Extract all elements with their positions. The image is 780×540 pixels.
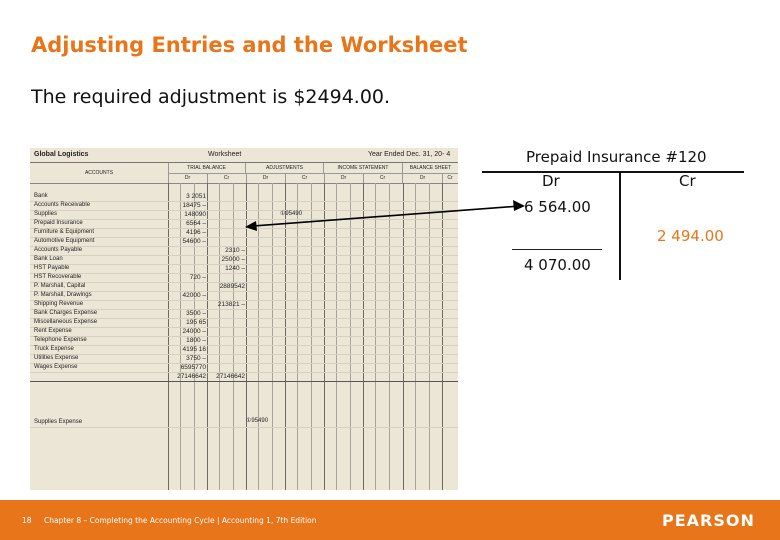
tb-dr-value: 1800 – <box>186 337 206 344</box>
account-name: P. Marshall, Capital <box>34 283 86 289</box>
account-name: Furniture & Equipment <box>34 229 95 235</box>
tb-dr-header: Dr <box>168 173 208 184</box>
account-name: Supplies Expense <box>34 419 83 425</box>
t-account-cr-entry: 2 494.00 <box>657 227 724 245</box>
tb-dr-value: 3 2051 <box>186 193 206 200</box>
bs-cr-header: Cr <box>442 173 458 184</box>
tb-cr-value: 2310 – <box>225 247 245 254</box>
account-name: P. Marshall, Drawings <box>34 292 92 298</box>
tb-dr-total: 27146642 <box>177 373 206 380</box>
t-account-balance: 4 070.00 <box>524 256 591 274</box>
adj-dr-header: Dr <box>246 173 286 184</box>
tb-cr-value: 213821 – <box>217 301 245 308</box>
adj-cr-header: Cr <box>285 173 325 184</box>
worksheet-company: Global Logistics <box>34 151 89 158</box>
adjustment-debit-entry: ①95490 <box>246 418 269 424</box>
account-name: Utilities Expense <box>34 355 79 361</box>
tb-dr-value: 3750 – <box>186 355 206 362</box>
account-name: Prepaid Insurance <box>34 220 83 226</box>
group-adjustments: ADJUSTMENTS <box>246 163 324 174</box>
account-name: HST Payable <box>34 265 70 271</box>
tb-dr-value: 6564 – <box>186 220 206 227</box>
account-name: Bank Charges Expense <box>34 310 98 316</box>
page-number: 18 <box>22 516 32 525</box>
arrow-line <box>253 206 520 226</box>
tb-dr-value: 6595770 <box>180 364 206 371</box>
group-balance-sheet: BALANCE SHEET <box>403 163 458 174</box>
slide-body-text: The required adjustment is $2494.00. <box>31 86 391 108</box>
is-dr-header: Dr <box>324 173 364 184</box>
account-name: Accounts Payable <box>34 247 83 253</box>
tb-cr-total: 27146642 <box>216 373 245 380</box>
tb-dr-value: 24000 – <box>182 328 206 335</box>
tb-cr-value: 1240 – <box>225 265 245 272</box>
tb-dr-value: 720 – <box>189 274 206 281</box>
tb-dr-value: 4196 – <box>186 229 206 236</box>
bs-dr-header: Dr <box>403 173 443 184</box>
tb-dr-value: 4195 16 <box>182 346 206 353</box>
pearson-logo: PEARSON <box>662 511 755 530</box>
accounts-column-header: ACCOUNTS <box>30 163 169 184</box>
t-account-dr-label: Dr <box>542 172 560 190</box>
tb-dr-value: 3500 – <box>186 310 206 317</box>
t-account-cr-label: Cr <box>679 172 696 190</box>
tb-cr-value: 25000 – <box>221 256 245 263</box>
account-name: Telephone Expense <box>34 337 87 343</box>
account-name: Wages Expense <box>34 364 78 370</box>
t-account-top-rule <box>482 171 744 173</box>
is-cr-header: Cr <box>363 173 403 184</box>
account-name: Automotive Equipment <box>34 238 95 244</box>
tb-cr-header: Cr <box>207 173 247 184</box>
t-account-title: Prepaid Insurance #120 <box>526 148 707 166</box>
footer-text: Chapter 8 – Completing the Accounting Cycle | Accounting 1, 7th Edition <box>44 516 317 525</box>
tb-dr-value: 148090 <box>184 211 206 218</box>
arrowhead-left-icon <box>245 221 257 231</box>
group-trial-balance: TRIAL BALANCE <box>168 163 246 174</box>
account-name: Accounts Receivable <box>34 202 91 208</box>
group-income-statement: INCOME STATEMENT <box>324 163 403 174</box>
tb-dr-value: 195 65 <box>186 319 206 326</box>
account-name: Bank <box>34 193 48 199</box>
tb-dr-value: 42000 – <box>182 292 206 299</box>
slide-title: Adjusting Entries and the Worksheet <box>31 33 468 57</box>
account-name: Bank Loan <box>34 256 63 262</box>
account-name: Rent Expense <box>34 328 72 334</box>
account-name: Supplies <box>34 211 58 217</box>
tb-cr-value: 2889542 <box>219 283 245 290</box>
worksheet-heading: Worksheet <box>208 151 242 158</box>
t-account-center-rule <box>619 173 621 280</box>
t-account-sum-rule <box>512 249 602 250</box>
account-name: Miscellaneous Expense <box>34 319 98 325</box>
account-name: Shipping Revenue <box>34 301 84 307</box>
tb-dr-value: 18475 – <box>182 202 206 209</box>
account-name: Truck Expense <box>34 346 74 352</box>
account-name: HST Recoverable <box>34 274 82 280</box>
footer-bar <box>0 500 780 540</box>
t-account-dr-entry: 6 564.00 <box>524 198 591 216</box>
worksheet-period: Year Ended Dec. 31, 20- 4 <box>368 151 451 158</box>
tb-dr-value: 54600 – <box>182 238 206 245</box>
adjustment-credit-entry: ①95490 <box>280 211 303 217</box>
